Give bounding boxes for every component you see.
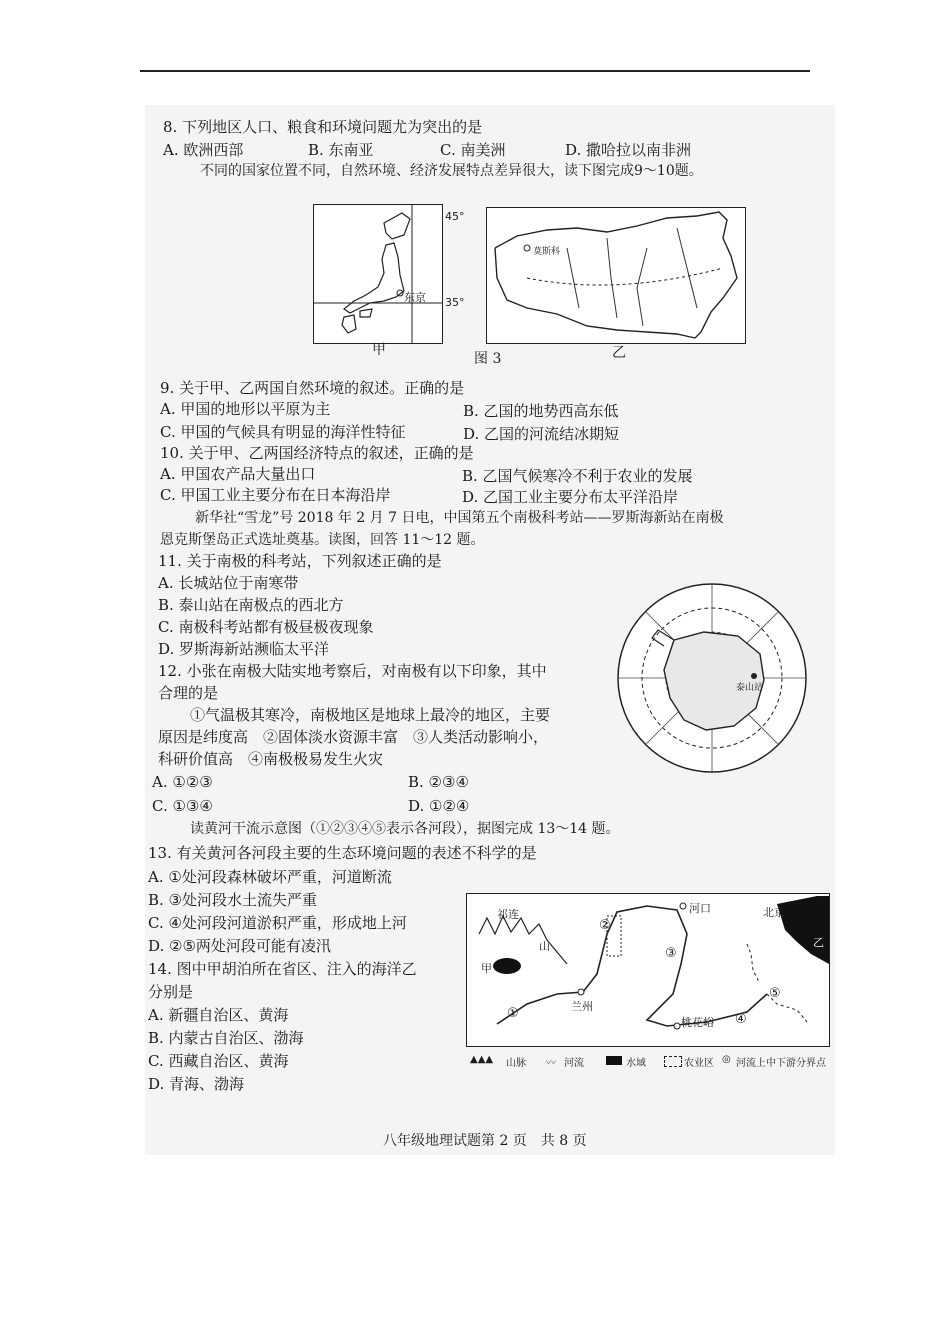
farm-legend-icon — [664, 1056, 682, 1067]
japan-label: 甲 — [372, 342, 386, 358]
q13-stem: 13. 有关黄河各河段主要的生态环境问题的表述不科学的是 — [148, 844, 537, 862]
q9-stem: 9. 关于甲、乙两国自然环境的叙述。正确的是 — [160, 379, 465, 397]
segment-2-marker: ② — [599, 918, 611, 933]
q11-option-c: C. 南极科考站都有极昼极夜现象 — [158, 618, 374, 636]
segment-5-marker: ⑤ — [769, 986, 781, 1001]
beijing-label: 北京 — [763, 906, 785, 919]
segment-3-marker: ③ — [665, 946, 677, 961]
legend-mountain: 山脉 — [506, 1058, 526, 1069]
intro-9-10: 不同的国家位置不同，自然环境、经济发展特点差异很大，读下图完成9～10题。 — [200, 163, 703, 179]
q12-option-a: A. ①②③ — [152, 773, 213, 791]
q10-option-c: C. 甲国工业主要分布在日本海沿岸 — [160, 486, 391, 504]
water-legend-icon — [606, 1056, 622, 1065]
qilian-label: 祁连 — [497, 908, 519, 921]
q14-stem-line2: 分别是 — [148, 983, 194, 1001]
q14-stem-line1: 14. 图中甲胡泊所在省区、注入的海洋乙 — [148, 960, 417, 978]
q11-option-d: D. 罗斯海新站濒临太平洋 — [158, 640, 330, 658]
q13-option-b: B. ③处河段水土流失严重 — [148, 891, 318, 909]
shan-label: 山 — [539, 940, 550, 953]
lat-35-label: 35° — [445, 296, 465, 309]
q10-option-b: B. 乙国气候寒冷不利于农业的发展 — [462, 467, 693, 485]
boundary-legend-icon: ◎ — [722, 1054, 731, 1065]
legend-boundary: 河流上中下游分界点 — [736, 1058, 826, 1069]
figure3-caption: 图 3 — [474, 351, 502, 367]
q12-statement-line3: 科研价值高 ④南极极易发生火灾 — [158, 750, 384, 768]
taohuayu-label: 桃花峪 — [681, 1016, 714, 1029]
q12-stem-line2: 合理的是 — [158, 684, 219, 702]
yellow-river-legend — [466, 1052, 828, 1070]
q8-option-a: A. 欧洲西部 — [163, 141, 244, 159]
lanzhou-label: 兰州 — [571, 1000, 593, 1013]
page-footer: 八年级地理试题第 2 页 共 8 页 — [383, 1133, 587, 1149]
q12-option-b: B. ②③④ — [408, 773, 469, 791]
hekou-label: 河口 — [689, 902, 711, 915]
q11-stem: 11. 关于南极的科考站，下列叙述正确的是 — [158, 552, 442, 570]
q11-option-b: B. 泰山站在南极点的西北方 — [158, 596, 344, 614]
moscow-label: 莫斯科 — [533, 247, 561, 257]
russia-map — [486, 207, 746, 344]
intro-11-12-line2: 恩克斯堡岛正式选址奠基。读图，回答 11～12 题。 — [160, 532, 485, 548]
q12-statement-line2: 原因是纬度高 ②固体淡水资源丰富 ③人类活动影响小， — [158, 728, 549, 746]
q10-option-d: D. 乙国工业主要分布太平洋沿岸 — [462, 488, 679, 506]
q14-option-c: C. 西藏自治区、黄海 — [148, 1052, 289, 1070]
mountain-legend-icon: ▲▲▲ — [470, 1054, 494, 1065]
russia-label: 乙 — [612, 345, 626, 361]
q13-option-c: C. ④处河段河道淤积严重，形成地上河 — [148, 914, 407, 932]
q8-option-b: B. 东南亚 — [308, 141, 374, 159]
q10-option-a: A. 甲国农产品大量出口 — [160, 465, 316, 483]
q10-stem: 10. 关于甲、乙两国经济特点的叙述，正确的是 — [160, 444, 474, 462]
legend-farm: 农业区 — [684, 1058, 714, 1069]
q8-option-c: C. 南美洲 — [440, 141, 506, 159]
japan-map — [313, 204, 443, 344]
q12-stem-line1: 12. 小张在南极大陆实地考察后，对南极有以下印象，其中 — [158, 662, 547, 680]
legend-water: 水域 — [626, 1058, 646, 1069]
q9-option-a: A. 甲国的地形以平原为主 — [160, 400, 331, 418]
q8-option-d: D. 撒哈拉以南非洲 — [565, 141, 692, 159]
q14-option-b: B. 内蒙古自治区、渤海 — [148, 1029, 304, 1047]
header-rule — [140, 70, 810, 72]
intro-11-12-line1: 新华社“雪龙”号 2018 年 2 月 7 日电，中国第五个南极科考站——罗斯海新站在南极 — [195, 510, 724, 526]
yellow-river-map — [466, 893, 830, 1047]
lat-45-label: 45° — [445, 210, 465, 223]
q14-option-d: D. 青海、渤海 — [148, 1075, 245, 1093]
legend-river: 河流 — [564, 1058, 584, 1069]
q9-option-c: C. 甲国的气候具有明显的海洋性特征 — [160, 423, 406, 441]
yi-sea-label: 乙 — [813, 936, 824, 949]
antarctica-map — [614, 580, 810, 776]
q11-option-a: A. 长城站位于南寒带 — [158, 574, 299, 592]
q12-option-d: D. ①②④ — [408, 797, 470, 815]
segment-4-marker: ④ — [735, 1012, 747, 1027]
jia-lake-label: 甲 — [481, 962, 492, 975]
q9-option-b: B. 乙国的地势西高东低 — [463, 402, 619, 420]
intro-13-14: 读黄河干流示意图（①②③④⑤表示各河段），据图完成 13～14 题。 — [190, 821, 620, 837]
q8-stem: 8. 下列地区人口、粮食和环境问题尤为突出的是 — [163, 118, 483, 136]
q12-statement-line1: ①气温极其寒冷，南极地区是地球上最冷的地区，主要 — [190, 706, 551, 724]
q13-option-a: A. ①处河段森林破坏严重，河道断流 — [148, 868, 392, 886]
q13-option-d: D. ②⑤两处河段可能有凌汛 — [148, 937, 331, 955]
tokyo-label: 东京 — [404, 291, 426, 304]
q12-option-c: C. ①③④ — [152, 797, 213, 815]
river-legend-icon: 〰 — [546, 1058, 556, 1069]
segment-1-marker: ① — [507, 1006, 519, 1021]
q9-option-d: D. 乙国的河流结冰期短 — [463, 425, 620, 443]
q14-option-a: A. 新疆自治区、黄海 — [148, 1006, 289, 1024]
taishan-station-label: 泰山站 — [736, 683, 764, 693]
